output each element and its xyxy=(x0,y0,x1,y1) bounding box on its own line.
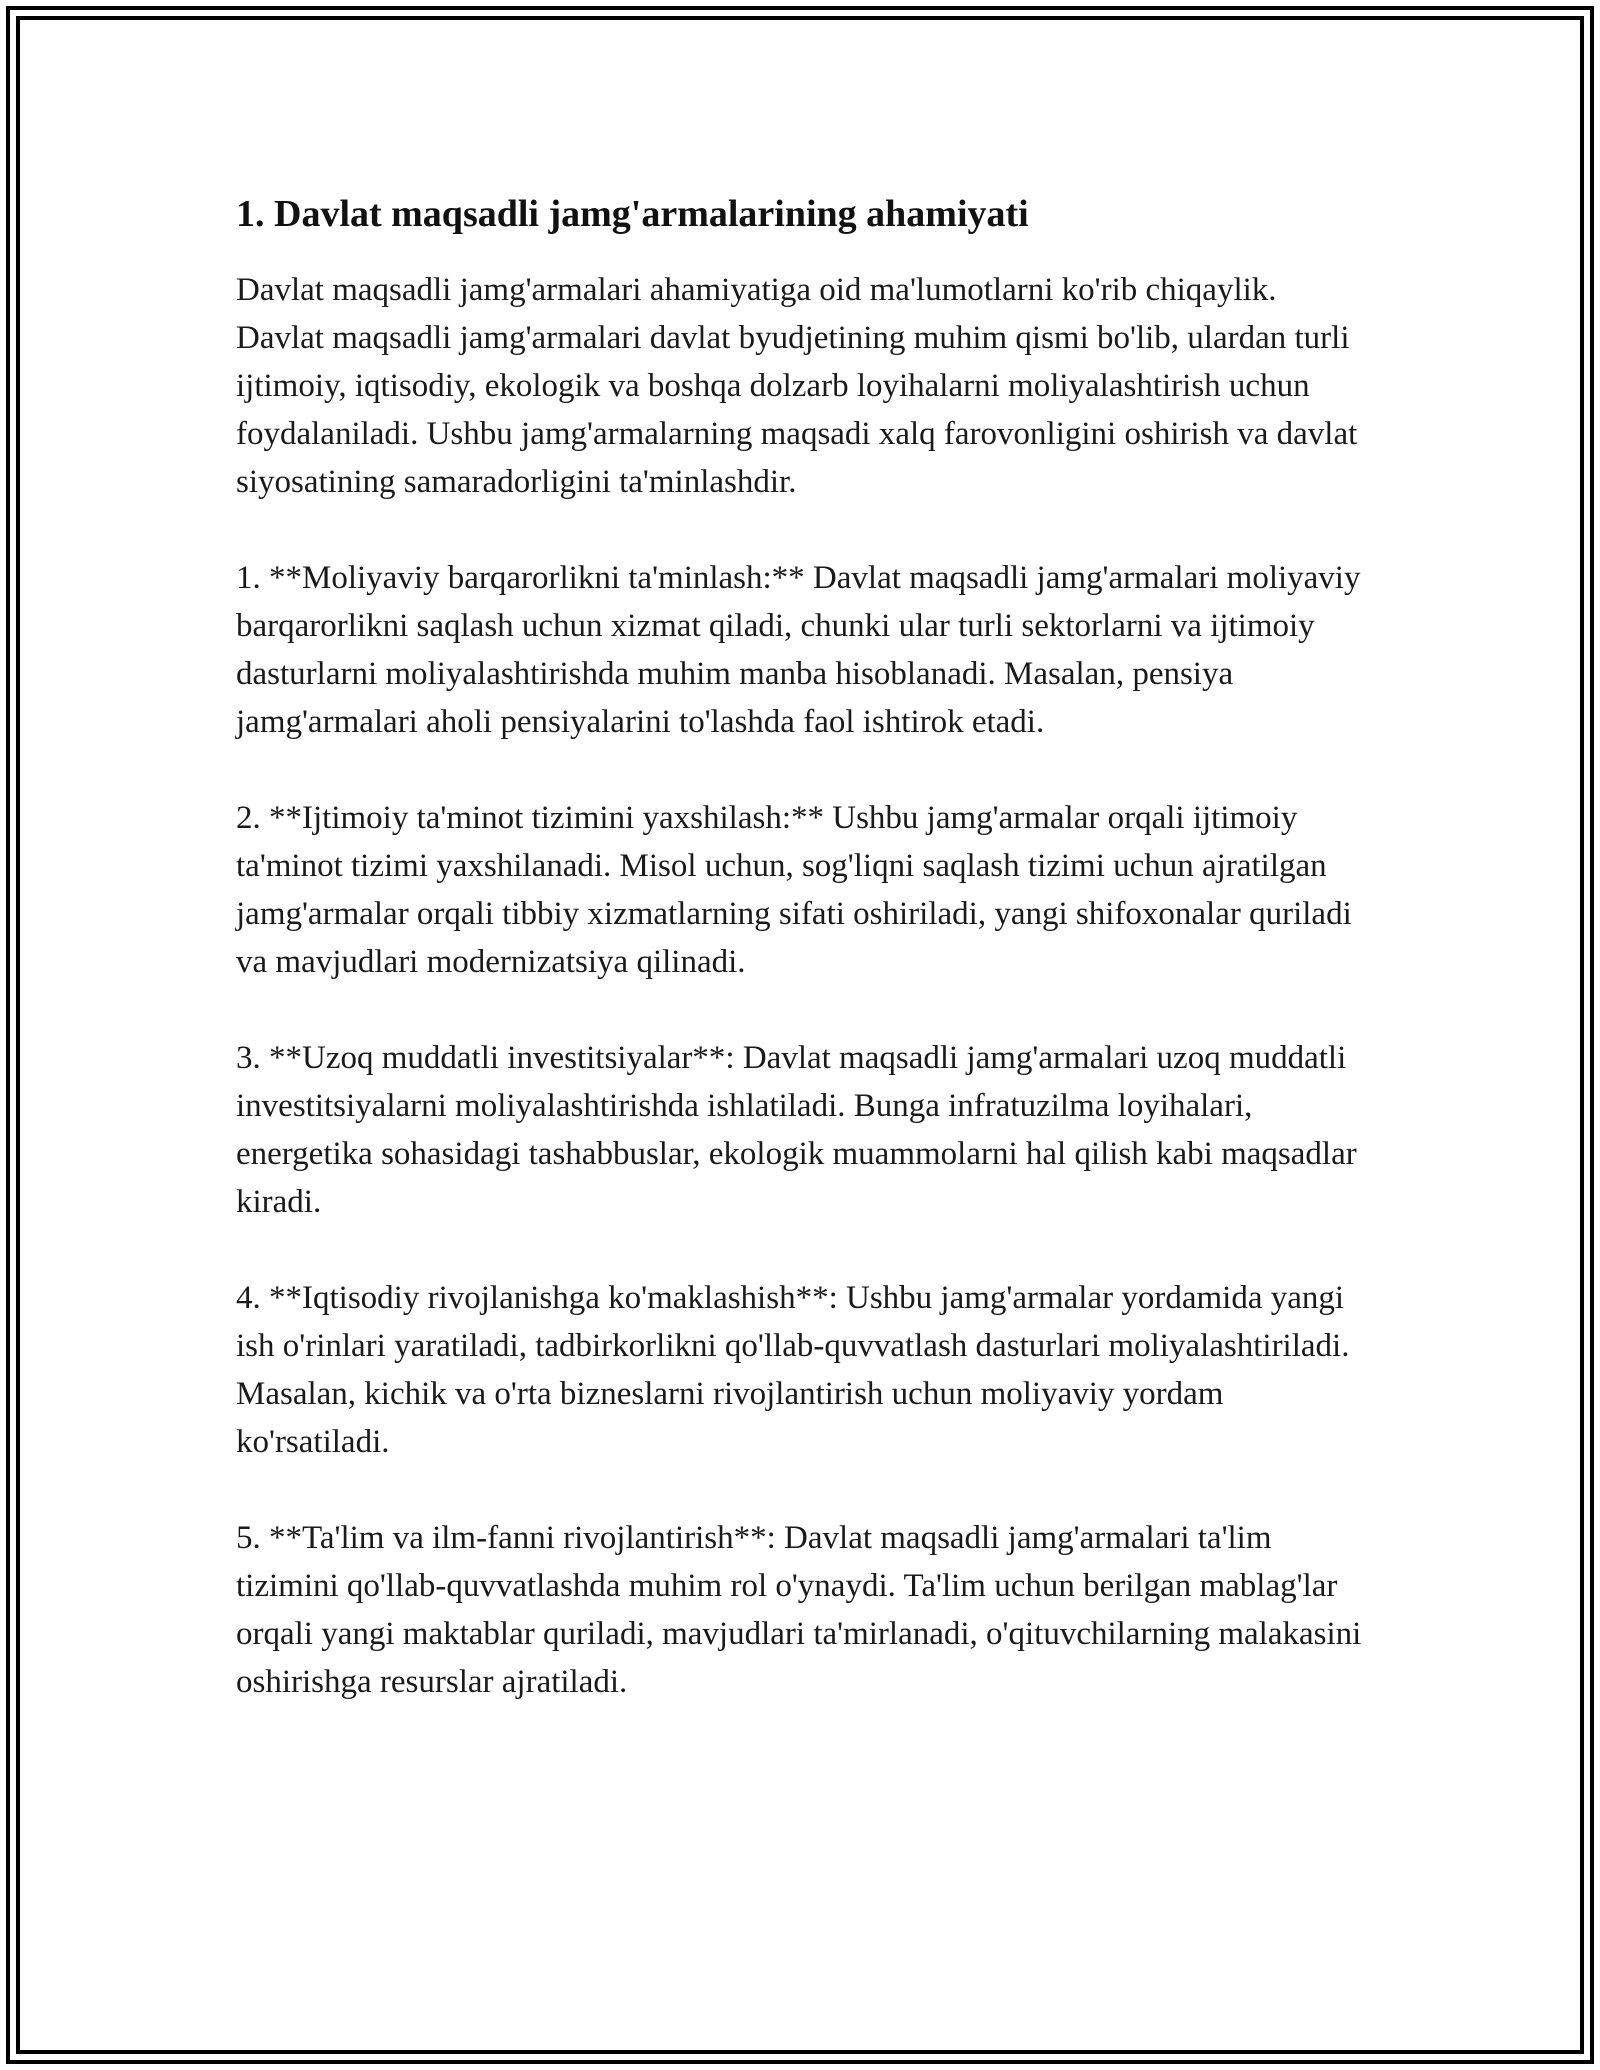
intro-paragraph: Davlat maqsadli jamg'armalari ahamiyatiga oid ma'lumotlarni ko'rib chiqaylik. Davlat maqsadli jamg'armalari davlat byudjetining muhim qismi bo'lib, ulardan turli ijtimoiy, iqtisodiy, ekologik va boshqa dolzarb loyihalarni moliyalashtirish uchun foydalaniladi. Ushbu jamg'armalarning maqsadi xalq farovonligini oshirish va davlat siyosatining samaradorligini ta'minlashdir. xyxy=(236,272,1358,500)
list-item-economic-development: 4. **Iqtisodiy rivojlanishga ko'maklashish**: Ushbu jamg'armalar yordamida yangi ish o'rinlari yaratiladi, tadbirkorlikni qo'llab-quvvatlash dasturlari moliyalashtiriladi. Masalan, kichik va o'rta bizneslarni rivojlantirish uchun moliyaviy yordam ko'rsatiladi. xyxy=(236,1280,1350,1460)
list-item-long-term-investments: 3. **Uzoq muddatli investitsiyalar**: Davlat maqsadli jamg'armalari uzoq muddatli investitsiyalarni moliyalashtirishda ishlatiladi. Bunga infratuzilma loyihalari, energetika sohasidagi tashabbuslar, ekologik muammolarni hal qilish kabi maqsadlar kiradi. xyxy=(236,1040,1357,1220)
document-body xyxy=(236,190,1366,1754)
list-item-financial-stability: 1. **Moliyaviy barqarorlikni ta'minlash:** Davlat maqsadli jamg'armalari moliyaviy barqarorlikni saqlash uchun xizmat qiladi, chunki ular turli sektorlarni va ijtimoiy dasturlarni moliyalashtirishda muhim manba hisoblanadi. Masalan, pensiya jamg'armalari aholi pensiyalarini to'lashda faol ishtirok etadi. xyxy=(236,560,1361,740)
section-heading: 1. Davlat maqsadli jamg'armalarining ahamiyati xyxy=(236,193,1029,235)
list-item-education-science: 5. **Ta'lim va ilm-fanni rivojlantirish**: Davlat maqsadli jamg'armalari ta'lim tizimini qo'llab-quvvatlashda muhim rol o'ynaydi. Ta'lim uchun berilgan mablag'lar orqali yangi maktablar quriladi, mavjudlari ta'mirlanadi, o'qituvchilarning malakasini oshirishga resurslar ajratiladi. xyxy=(236,1520,1362,1700)
list-item-social-security: 2. **Ijtimoiy ta'minot tizimini yaxshilash:** Ushbu jamg'armalar orqali ijtimoiy ta'minot tizimi yaxshilanadi. Misol uchun, sog'liqni saqlash tizimi uchun ajratilgan jamg'armalar orqali tibbiy xizmatlarning sifati oshiriladi, yangi shifoxonalar quriladi va mavjudlari modernizatsiya qilinadi. xyxy=(236,800,1352,980)
